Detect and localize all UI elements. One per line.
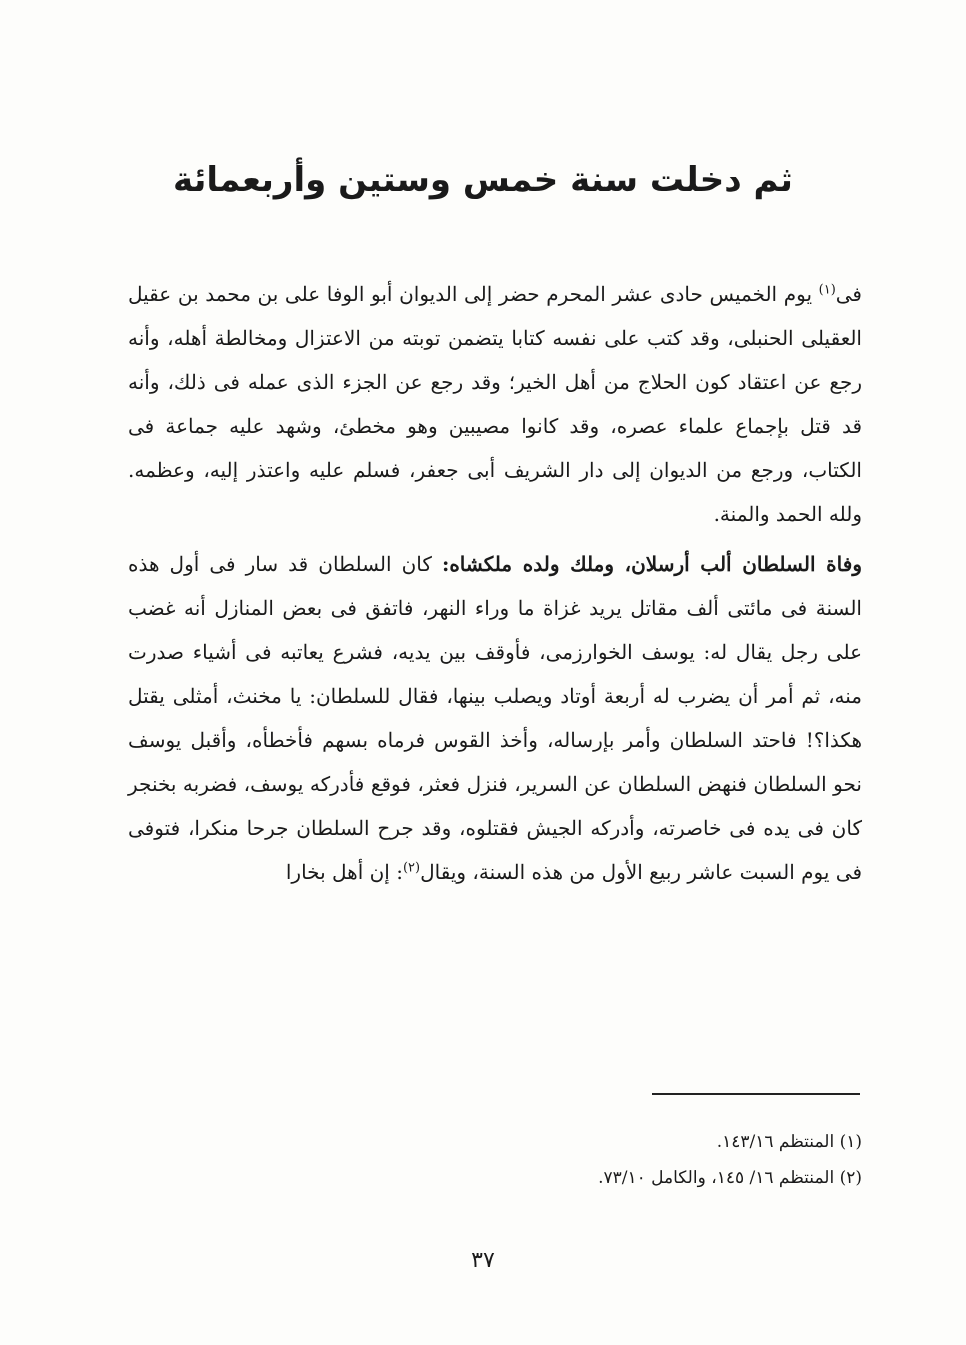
paragraph-2-text-end: : إن أهل بخارا <box>285 860 403 884</box>
page-number: ٣٧ <box>471 1248 495 1273</box>
main-text <box>128 272 862 894</box>
footnotes <box>300 1124 862 1196</box>
footnote-2: (٢) المنتظم ١٦/ ١٤٥، والكامل ٧٣/١٠. <box>598 1168 862 1188</box>
paragraph-2-text: كان السلطان قد سار فى أول هذه السنة فى مائتى ألف مقاتل يريد غزاة ما وراء النهر، فاتفق فى بعض المنازل أنه غضب على رجل يقال له: يوسف الخوارزمى، فأوقف بين يديه، فشرع يعاتبه فى أشياء صدرت منه، ثم أمر أن يضرب له أربعة أوتاد ويصلب بينها، فقال للسلطان: يا مخنث، أمثلى يقتل هكذا؟! فاحتد السلطان وأمر بإرساله، وأخذ القوس فرماه بسهم فأخطأه، وأقبل يوسف نحو السلطان فنهض السلطان عن السرير، فنزل فعثر، فوقع فأدركه يوسف، فضربه بخنجر كان فى يده فى خاصرته، وأدركه الجيش فقتلوه، وقد جرح السلطان جرحا منكرا، فتوفى فى يوم السبت عاشر ربيع الأول من هذه السنة، ويقال <box>128 552 862 884</box>
footnote-ref-1: (١) <box>818 282 836 298</box>
footnote-1: (١) المنتظم ١٤٣/١٦. <box>716 1132 862 1152</box>
chapter-title: ثم دخلت سنة خمس وستين وأربعمائة <box>173 160 793 200</box>
paragraph-1-opening-word: فى <box>835 282 862 306</box>
footnote-separator <box>652 1093 860 1095</box>
paragraph-2 <box>128 542 862 894</box>
paragraph-1-text: يوم الخميس حادى عشر المحرم حضر إلى الديوان أبو الوفا على بن محمد بن عقيل العقيلى الحنبلى، وقد كتب على نفسه كتابا يتضمن توبته من الاعتزال ومخالطة أهله، وأنه رجع عن اعتقاد كون الحلاج من أهل الخير؛ وقد رجع عن الجزء الذى عمله فى ذلك، وأنه قد قتل بإجماع علماء عصره، وقد كانوا مصيبين وهو مخطئ، وشهد عليه جماعة فى الكتاب، ورجع من الديوان إلى دار الشريف أبى جعفر، فسلم عليه واعتذر إليه، وعظمه. ولله الحمد والمنة. <box>128 282 862 526</box>
paragraph-1 <box>128 272 862 536</box>
section-heading-inline: وفاة السلطان ألب أرسلان، وملك ولده ملكشاه: <box>441 552 862 576</box>
footnote-ref-2: (٢) <box>402 860 421 876</box>
